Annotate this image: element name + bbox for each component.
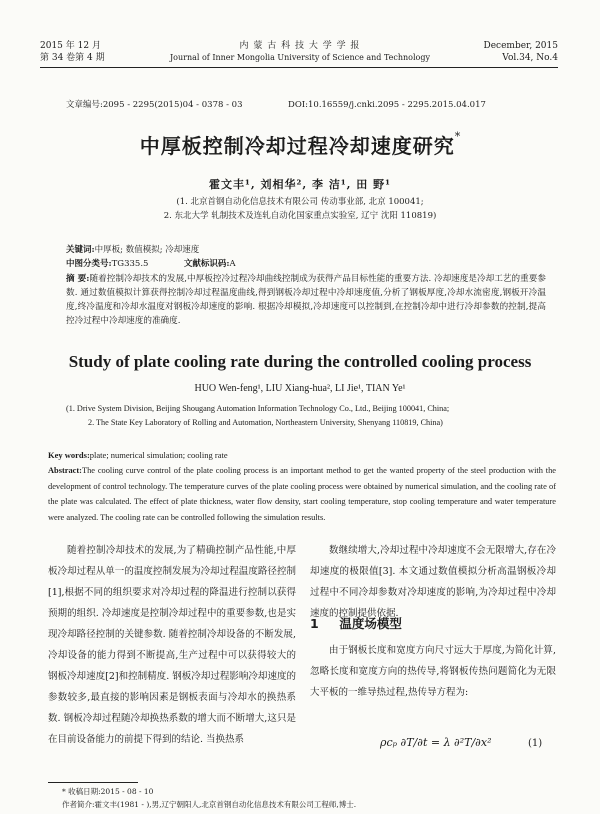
footnote-author: 作者简介:霍文丰(1981 - ),男,辽宁朝阳人,北京首钢自动化信息技术有限公司工程师,博士. (62, 800, 357, 809)
abstract-zh-text: 随着控制冷却技术的发展,中厚板控冷过程冷却曲线控制成为获得产品目标性能的重要方法. 冷却速度是冷却工艺的重要参数. 通过数值模拟计算获得控制冷却过程温度曲线,得到钢板冷却过程中冷却速度值,分析了钢板厚度,冷却水流密度,钢板开冷温度,终冷温度和冷却水温度对钢板冷却速度的影响. 根据冷却模拟,冷却速度可以控制到,在控制冷却中进行冷却参数的控制,提高控冷过程中冷却速度的准确度. (66, 274, 546, 326)
article-number: 文章编号:2095 - 2295(2015)04 - 0378 - 03 (66, 100, 243, 110)
authors-zh: 霍文丰¹, 刘相华², 李 洁¹, 田 野¹ (209, 178, 391, 191)
keywords-en (48, 449, 228, 461)
keywords-en-label: Key words: (48, 450, 90, 460)
clc-value: TG335.5 (111, 259, 149, 269)
section-1-title: 温度场模型 (339, 616, 402, 631)
affiliation-zh-2: 2. 东北大学 轧制技术及连轧自动化国家重点实验室, 辽宁 沈阳 110819) (163, 211, 437, 221)
footnote-received: * 收稿日期:2015 - 08 - 10 (62, 787, 154, 796)
abstract-zh-label: 摘 要: (66, 274, 90, 284)
abstract-en-text: The cooling curve control of the plate cooling process is an important method to get the wanted property of the steel production with the development of control technology. The temperature curves of the plate cooling process were obtained by numerical simulation, and the cooling rate of the plate was calculated. The effect of plate thickness, water flow density, start cooling temperature, stop cooling temperature and water temperature were analyzed. The cooling rate can be controlled following the simulation results. (48, 466, 556, 522)
affiliation-en-1: (1. Drive System Division, Beijing Shougang Automation Information Technology Co., Ltd., Beijing 100041, China; (66, 404, 450, 413)
title-en-wrap (0, 352, 600, 372)
title-en: Study of plate cooling rate during the controlled cooling process (68, 352, 532, 371)
affiliation-en-2: 2. The State Key Laboratory of Rolling and Automation, Northeastern University, Shenyang 110819, China) (88, 418, 443, 427)
abstract-en (48, 463, 556, 527)
equation-1-number: (1) (528, 738, 543, 749)
authors-en: HUO Wen-feng¹, LIU Xiang-hua², LI Jie¹, TIAN Ye¹ (194, 383, 406, 394)
title-zh-wrap (0, 130, 600, 159)
section-1-heading (310, 614, 402, 632)
header-date: 2015 年 12 月 (40, 41, 101, 51)
journal-name-zh: 内 蒙 古 科 技 大 学 学 报 (239, 41, 361, 51)
header-volume: 第 34 卷第 4 期 (40, 53, 105, 63)
title-footnote-mark: * (454, 130, 461, 143)
classification-zh (66, 258, 236, 270)
header-rule (40, 67, 558, 68)
abstract-en-label: Abstract: (48, 466, 82, 475)
header-volume-en: Vol.34, No.4 (502, 53, 558, 63)
keywords-zh-text: 中厚板; 数值模拟; 冷却速度 (94, 245, 200, 255)
keywords-en-text: plate; numerical simulation; cooling rate (89, 450, 228, 460)
body-right-intro: 数继续增大,冷却过程中冷却速度不会无限增大,存在冷却速度的极限值[3]. 本文通过数值模拟分析高温钢板冷却过程中不同冷却参数对冷却速度的影响,为冷却过程中冷却速度的控制提供依据. (310, 545, 556, 619)
doc-code-label: 文献标识码: (183, 259, 230, 269)
clc-label: 中图分类号: (66, 259, 112, 269)
abstract-zh (66, 272, 546, 342)
header-month-en: December, 2015 (483, 41, 558, 51)
doc-code-value: A (229, 259, 236, 269)
affiliation-zh-1: (1. 北京首钢自动化信息技术有限公司 传动事业部, 北京 100041; (176, 197, 424, 207)
keywords-zh (66, 244, 199, 256)
footnote-rule (48, 782, 138, 783)
equation-1: ρcₚ ∂T/∂t = λ ∂²T/∂x² (380, 736, 492, 749)
doi: DOI:10.16559/j.cnki.2095 - 2295.2015.04.017 (288, 100, 486, 110)
section-1-number: 1 (310, 616, 319, 631)
keywords-zh-label: 关键词: (66, 245, 95, 255)
journal-name-en: Journal of Inner Mongolia University of Science and Technology (169, 53, 431, 62)
title-zh: 中厚板控制冷却过程冷却速度研究 (139, 134, 455, 158)
body-left-column: 随着控制冷却技术的发展,为了精确控制产品性能,中厚板冷却过程从单一的温度控制发展为冷却过程温度路径控制[1],根据不同的组织要求对冷却过程的降温进行控制以获得预期的组织. 冷却速度是控制冷却过程中的重要参数,也是实现冷却路径控制的关键参数. 随着控制冷却设备的不断发展,冷却设备的能力得到不断提高,生产过程中可以获得较大的钢板冷却速度[2]和控制精度. 钢板冷却过程影响冷却速度的参数较多,最直接的影响因素是钢板表面与冷却水的换热系数. 钢板冷却过程随冷却换热系数的增大而不断增大,这只是在目前设备能力的前提下得到的结论. 当换热系 (48, 545, 296, 745)
body-right-section-1: 由于钢板长度和宽度方向尺寸远大于厚度,为简化计算,忽略长度和宽度方向的热传导,将钢板传热问题简化为无限大平板的一维导热过程,热传导方程为: (310, 645, 556, 698)
